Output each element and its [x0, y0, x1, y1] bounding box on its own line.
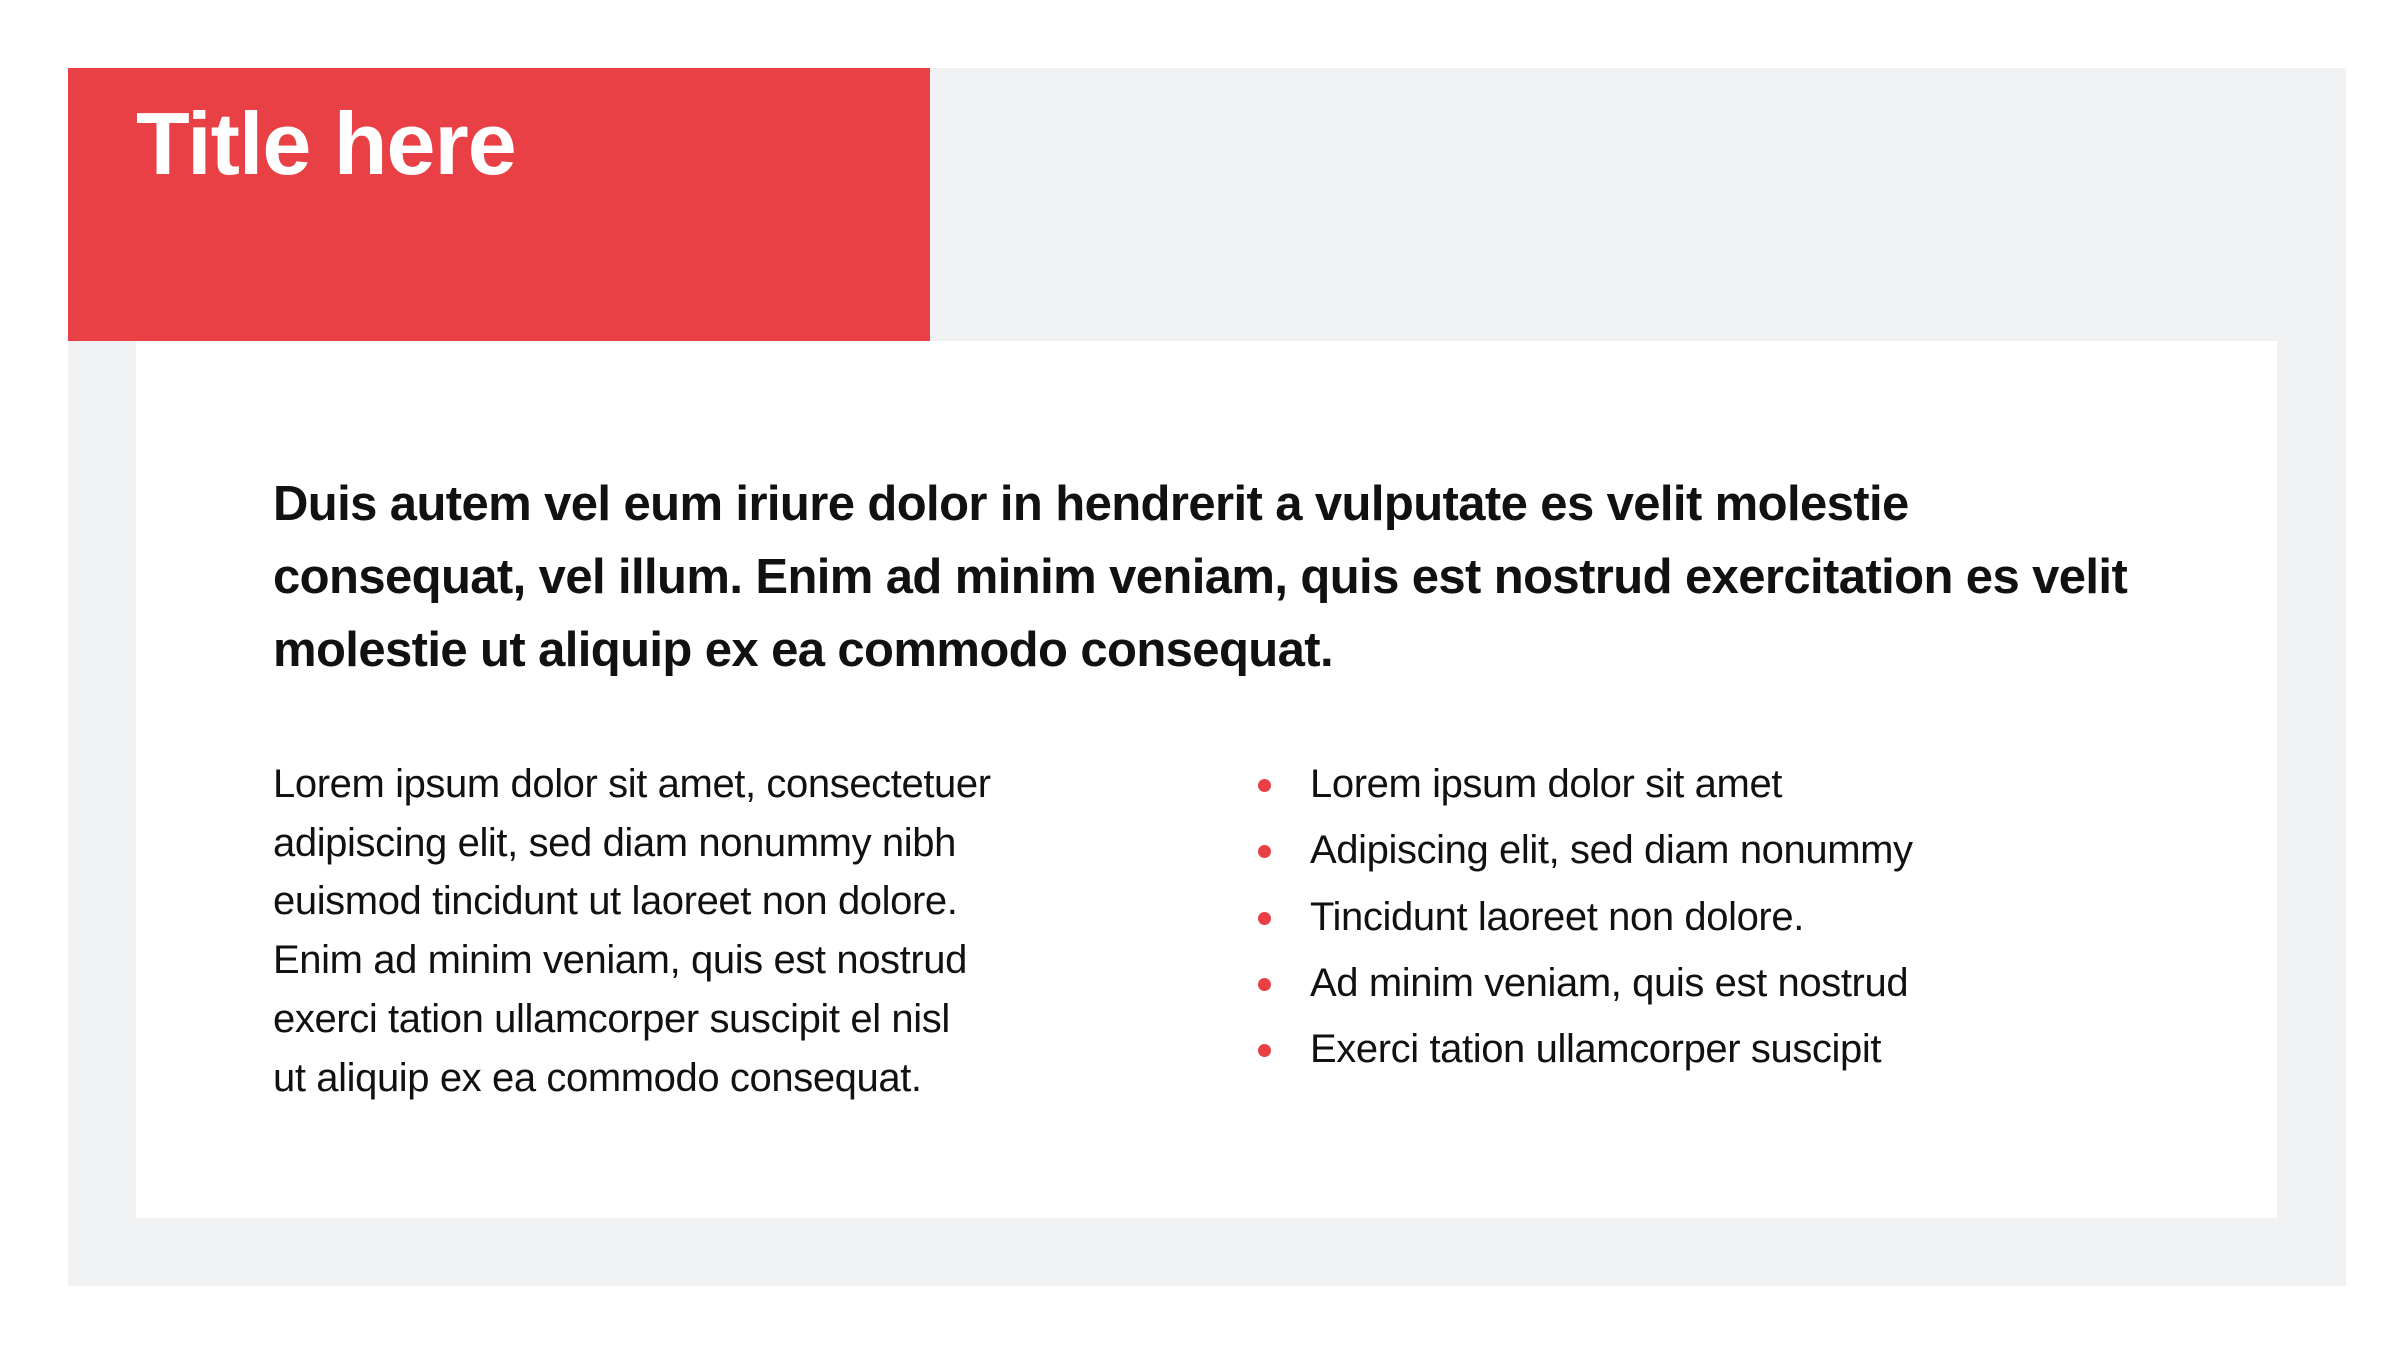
body-line: adipiscing elit, sed diam nonummy nibh [273, 820, 956, 865]
bullet-dot-icon [1258, 978, 1271, 991]
bullet-text: Ad minim veniam, quis est nostrud [1310, 960, 1909, 1005]
bullet-item [1258, 821, 2258, 887]
bullet-dot-icon [1258, 845, 1271, 858]
body-line: ut aliquip ex ea commodo consequat. [273, 1055, 922, 1100]
bullet-text: Adipiscing elit, sed diam nonummy [1310, 828, 1913, 873]
body-line: exerci tation ullamcorper suscipit el nisl [273, 996, 950, 1041]
bullet-dot-icon [1258, 779, 1271, 792]
slide-title: Title here [136, 94, 516, 193]
body-line: euismod tincidunt ut laoreet non dolore. [273, 879, 958, 924]
bullet-item [1258, 888, 2258, 954]
bullet-dot-icon [1258, 912, 1271, 925]
body-line: Lorem ipsum dolor sit amet, consectetuer [273, 762, 991, 806]
bullet-item [1258, 954, 2258, 1020]
bullet-dot-icon [1258, 1044, 1271, 1057]
bullet-text: Lorem ipsum dolor sit amet [1310, 762, 1783, 806]
body-paragraph [273, 755, 1073, 1107]
bullet-item [1258, 755, 2258, 821]
bullet-item [1258, 1020, 2258, 1086]
bullet-text: Exerci tation ullamcorper suscipit [1310, 1027, 1882, 1072]
bullet-text: Tincidunt laoreet non dolore. [1310, 894, 1804, 939]
bullet-list [1258, 755, 2258, 1086]
body-line: Enim ad minim veniam, quis est nostrud [273, 938, 967, 983]
lead-paragraph: Duis autem vel eum iriure dolor in hendrerit a vulputate es velit molestie consequat, vel illum. Enim ad minim veniam, quis est nostrud exercitation es velit molestie ut aliquip ex ea commodo consequat. [273, 477, 2128, 677]
